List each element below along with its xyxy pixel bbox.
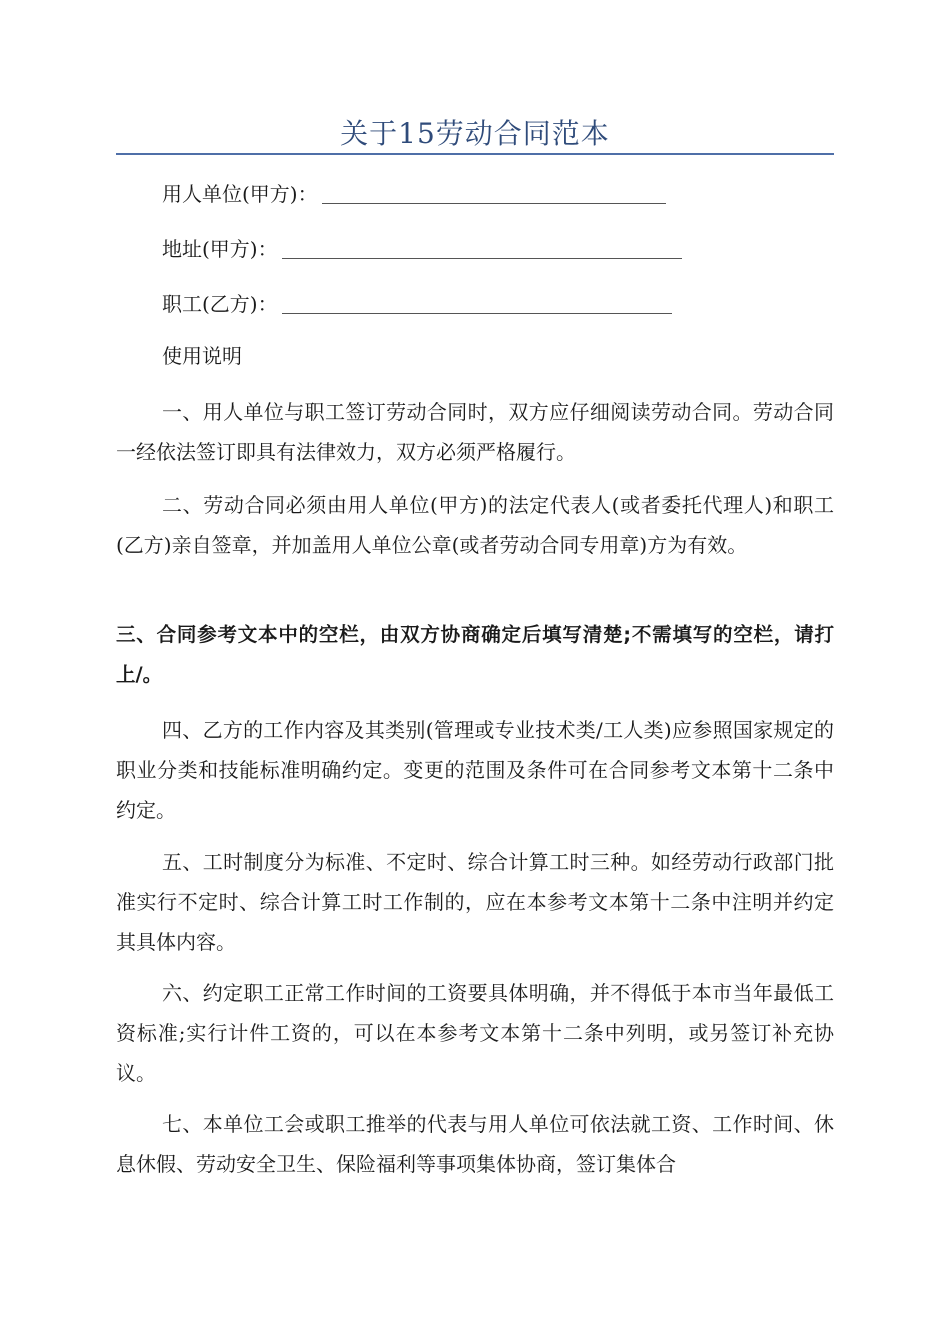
paragraph-3: 三、合同参考文本中的空栏，由双方协商确定后填写清楚;不需填写的空栏，请打上/。 xyxy=(116,623,834,686)
field-employee-label: 职工(乙方)： xyxy=(162,292,278,316)
field-employer xyxy=(162,180,666,208)
paragraph-1: 一、用人单位与职工签订劳动合同时，双方应仔细阅读劳动合同。劳动合同一经依法签订即具有法律效力，双方必须严格履行。 xyxy=(116,400,834,464)
paragraph-5: 五、工时制度分为标准、不定时、综合计算工时三种。如经劳动行政部门批准实行不定时、综合计算工时工作制的，应在本参考文本第十二条中注明并约定其具体内容。 xyxy=(116,850,834,954)
title-underline xyxy=(116,153,834,155)
field-address-label: 地址(甲方)： xyxy=(162,237,278,261)
field-address-blank[interactable] xyxy=(282,258,682,259)
field-employee xyxy=(162,290,672,318)
field-employer-blank[interactable] xyxy=(322,203,666,204)
paragraph-4: 四、乙方的工作内容及其类别(管理或专业技术类/工人类)应参照国家规定的职业分类和技能标准明确约定。变更的范围及条件可在合同参考文本第十二条中约定。 xyxy=(116,718,834,822)
field-address xyxy=(162,235,682,263)
paragraph-2: 二、劳动合同必须由用人单位(甲方)的法定代表人(或者委托代理人)和职工(乙方)亲自签章，并加盖用人单位公章(或者劳动合同专用章)方为有效。 xyxy=(116,493,834,557)
field-employee-blank[interactable] xyxy=(282,313,672,314)
paragraph-6: 六、约定职工正常工作时间的工资要具体明确，并不得低于本市当年最低工资标准;实行计件工资的，可以在本参考文本第十二条中列明，或另签订补充协议。 xyxy=(116,981,834,1085)
section-heading: 使用说明 xyxy=(162,344,242,368)
field-employer-label: 用人单位(甲方)： xyxy=(162,182,318,206)
paragraph-7: 七、本单位工会或职工推举的代表与用人单位可依法就工资、工作时间、休息休假、劳动安全卫生、保险福利等事项集体协商，签订集体合 xyxy=(116,1112,834,1176)
document-title: 关于15劳动合同范本 xyxy=(340,117,610,150)
